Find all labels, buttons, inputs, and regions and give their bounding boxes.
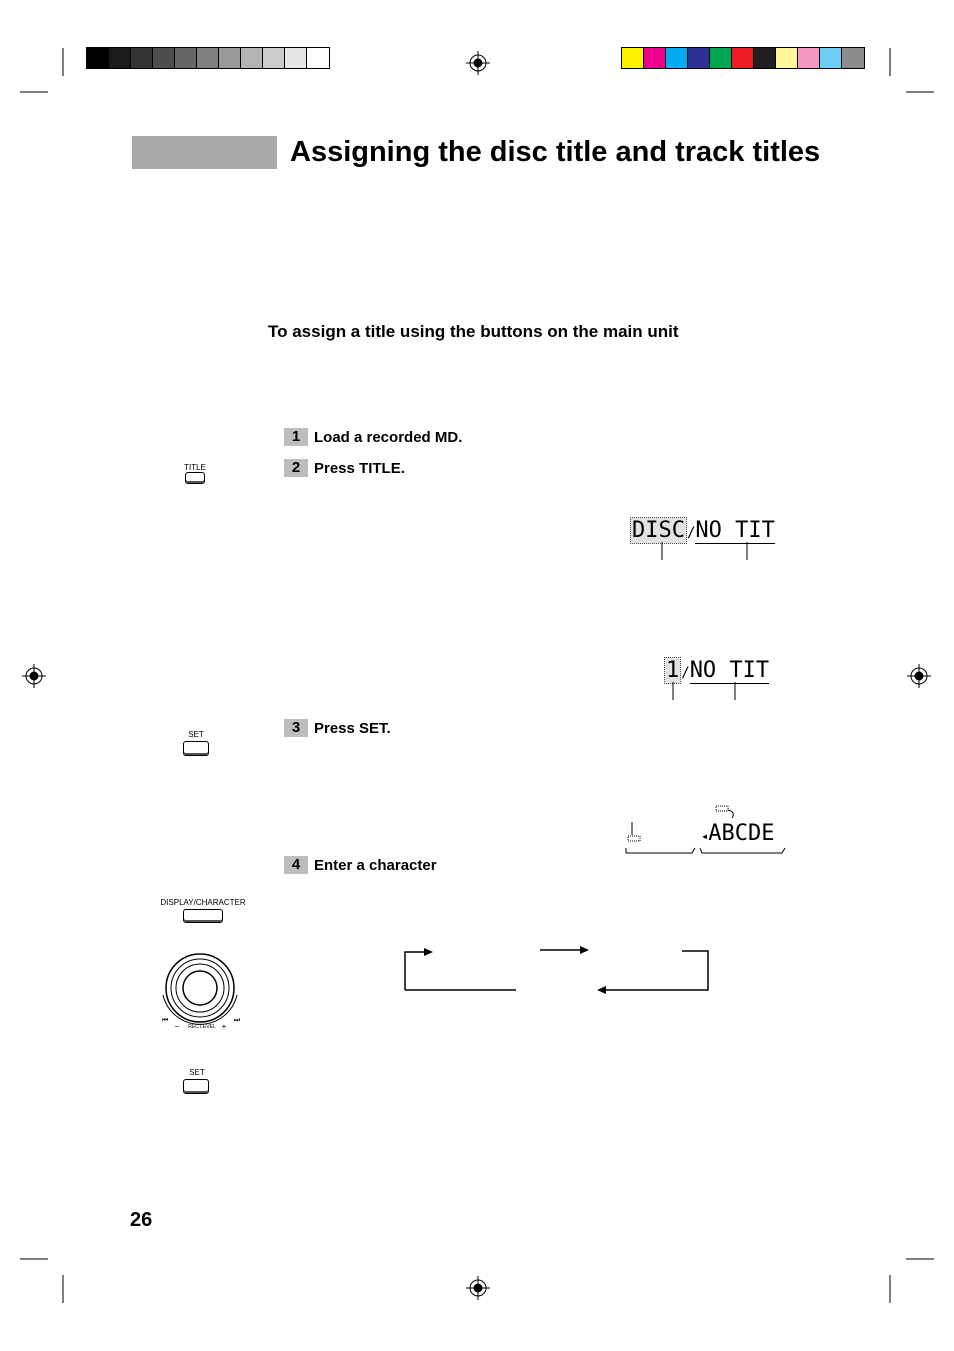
calibration-swatch <box>285 48 307 68</box>
step-number: 1 <box>284 428 308 446</box>
display-entry <box>701 821 774 846</box>
calibration-swatch <box>798 48 820 68</box>
calibration-swatch <box>175 48 197 68</box>
rec-level-label: REC LEVEL <box>188 1024 216 1030</box>
step-4 <box>284 856 437 874</box>
calibration-swatch <box>622 48 644 68</box>
character-cycle-diagram <box>400 942 720 998</box>
set-button-2-label: SET <box>189 1068 205 1077</box>
calibration-swatch <box>87 48 109 68</box>
display-track-pointers <box>665 680 755 702</box>
rec-level-plus-icon: + <box>221 1022 227 1031</box>
calibration-swatch <box>153 48 175 68</box>
step-text: Press TITLE. <box>314 459 405 477</box>
display-disc-value: NO TIT <box>695 518 775 543</box>
set-button-2[interactable] <box>183 1079 209 1094</box>
display-character-button[interactable] <box>183 909 223 923</box>
next-icon: ⏭ <box>233 1017 241 1024</box>
display-track-number: 1 <box>666 658 680 683</box>
step-number: 3 <box>284 719 308 737</box>
step-text: Press SET. <box>314 719 391 737</box>
set-button[interactable] <box>183 741 209 756</box>
calibration-swatch <box>307 48 329 68</box>
color-calibration-bar <box>621 47 865 69</box>
set-button-label: SET <box>188 730 204 739</box>
calibration-swatch <box>842 48 864 68</box>
display-entry-marker: ◂ <box>701 829 709 843</box>
calibration-swatch <box>820 48 842 68</box>
calibration-swatch <box>197 48 219 68</box>
title-button[interactable] <box>185 472 205 484</box>
registration-mark-right <box>907 664 931 688</box>
display-disc-pointers <box>655 540 765 562</box>
registration-mark-left <box>22 664 46 688</box>
step-text: Enter a character <box>314 856 437 874</box>
calibration-swatch <box>241 48 263 68</box>
calibration-swatch <box>219 48 241 68</box>
calibration-swatch <box>776 48 798 68</box>
calibration-swatch <box>754 48 776 68</box>
display-slash: / <box>686 525 696 541</box>
step-number: 2 <box>284 459 308 477</box>
rec-level-minus-icon: − <box>174 1022 180 1031</box>
calibration-swatch <box>263 48 285 68</box>
step-text: Load a recorded MD. <box>314 428 463 446</box>
page-title: Assigning the disc title and track titles <box>290 136 821 168</box>
display-character-label: DISPLAY/CHARACTER <box>160 898 246 907</box>
calibration-swatch <box>109 48 131 68</box>
prev-icon: ⏮ <box>161 1017 169 1024</box>
gray-calibration-bar <box>86 47 330 69</box>
step-2 <box>284 459 405 477</box>
registration-mark-top <box>466 51 490 75</box>
section-tab <box>132 136 277 169</box>
calibration-swatch <box>644 48 666 68</box>
step-3 <box>284 719 391 737</box>
display-entry-text: ABCDE <box>708 821 775 846</box>
display-track-value: NO TIT <box>689 658 770 683</box>
calibration-swatch <box>666 48 688 68</box>
step-number: 4 <box>284 856 308 874</box>
display-disc-label: DISC <box>632 518 685 543</box>
calibration-swatch <box>710 48 732 68</box>
page-number: 26 <box>130 1209 153 1231</box>
calibration-swatch <box>131 48 153 68</box>
title-button-label: TITLE <box>184 463 206 472</box>
calibration-swatch <box>732 48 754 68</box>
step-1 <box>284 428 462 446</box>
subheading: To assign a title using the buttons on the main unit <box>268 322 679 341</box>
registration-mark-bottom <box>466 1276 490 1300</box>
calibration-swatch <box>688 48 710 68</box>
display-slash: / <box>681 665 690 681</box>
